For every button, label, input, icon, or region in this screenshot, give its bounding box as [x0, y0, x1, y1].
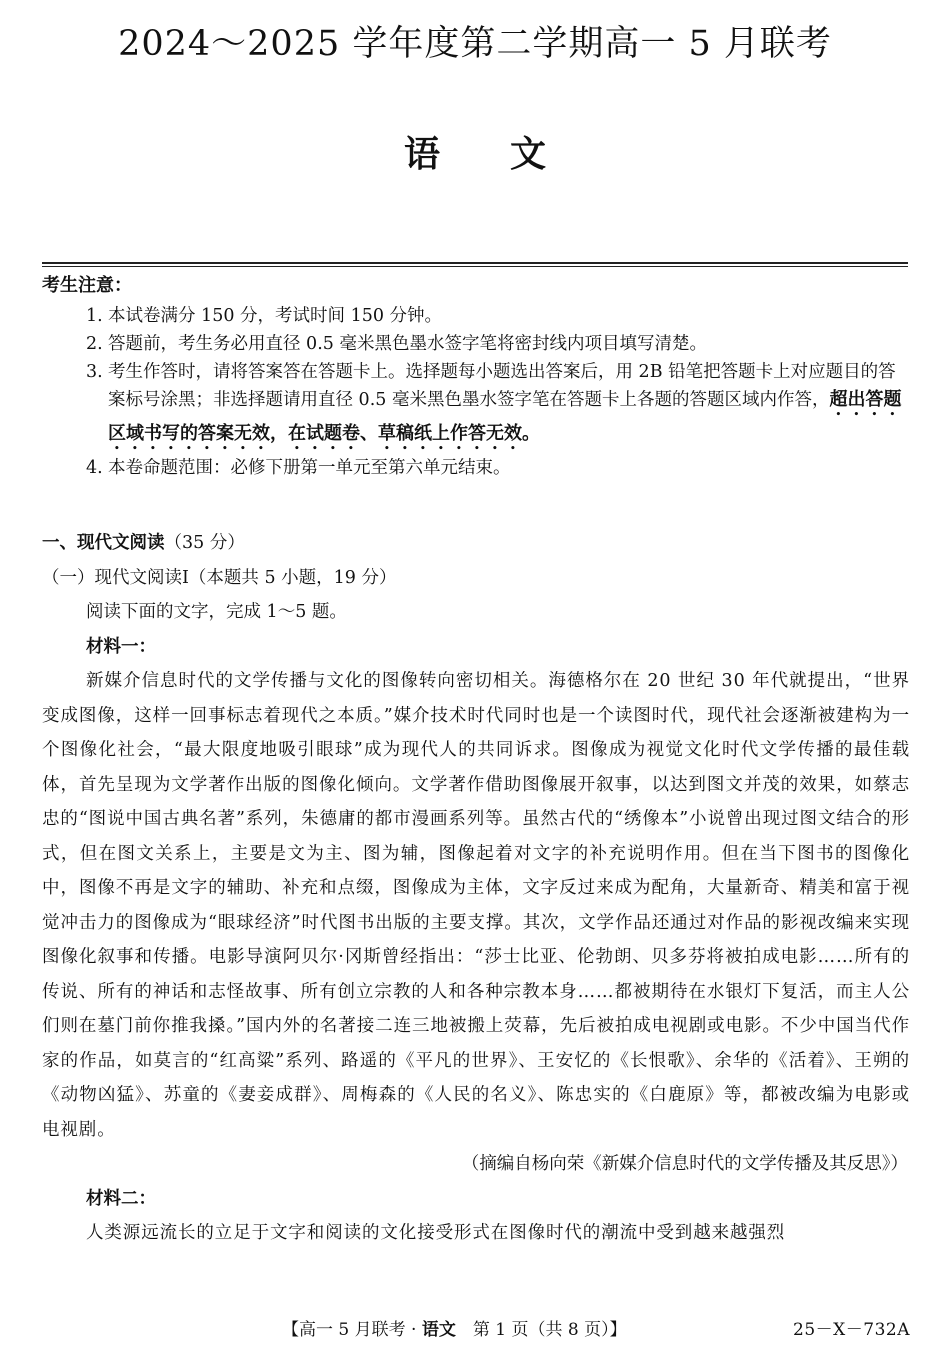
section-title: 一、现代文阅读（35 分）: [42, 533, 245, 553]
notice-item-1: 1. 本试卷满分 150 分，考试时间 150 分钟。: [86, 306, 443, 326]
notice-item-2: 2. 答题前，考生务必用直径 0.5 毫米黑色墨水签字笔将密封线内项目填写清楚。: [86, 334, 707, 354]
notice-item-4: 4. 本卷命题范围：必修下册第一单元至第六单元结束。: [86, 458, 511, 478]
divider-thin: [42, 266, 908, 267]
footer-page-info: 【高一 5 月联考 · 语文 第 1 页（共 8 页）】: [282, 1320, 627, 1340]
exam-title: 2024～2025 学年度第二学期高一 5 月联考: [118, 24, 832, 64]
material-1-label: 材料一：: [86, 636, 156, 657]
footer-code: 25－X－732A: [793, 1320, 910, 1340]
notice-title: 考生注意：: [42, 275, 132, 296]
reading-section: [42, 526, 910, 1251]
instruction: 阅读下面的文字，完成 1～5 题。: [86, 602, 347, 622]
divider-thick: [42, 262, 908, 264]
notice-item-3: 3. 考生作答时，请将答案答在答题卡上。选择题每小题选出答案后，用 2B 铅笔把答题卡上对应题目的答案标号涂黑；非选择题请用直径 0.5 毫米黑色墨水签字笔在答题卡上各题的答题区域内作答，超出答题区域书写的答案无效，在试题卷、草稿纸上作答无效。: [86, 362, 902, 444]
material-2-text: 人类源远流长的立足于文字和阅读的文化接受形式在图像时代的潮流中受到越来越强烈: [86, 1223, 786, 1243]
notice-emphasis: 超出答题区域书写的答案无效，在试题卷、草稿纸上作答无效。: [108, 389, 902, 444]
subsection-title: （一）现代文阅读Ⅰ（本题共 5 小题，19 分）: [42, 567, 397, 588]
page-footer: [0, 1315, 950, 1345]
notice-box: [42, 272, 912, 482]
material-2-label: 材料二：: [86, 1188, 156, 1209]
subject-title: 语文: [403, 133, 616, 175]
material-1-text: 新媒介信息时代的文学传播与文化的图像转向密切相关。海德格尔在 20 世纪 30 年代就提出，“世界变成图像，这样一回事标志着现代之本质。”媒介技术时代同时也是一个读图时代，现代社会逐渐被建构为一个图像化社会，“最大限度地吸引眼球”成为现代人的共同诉求。图像成为视觉文化时代文学传播的最佳载体，首先呈现为文学著作出版的图像化倾向。文学著作借助图像展开叙事，以达到图文并茂的效果，如蔡志忠的“图说中国古典名著”系列，朱德庸的都市漫画系列等。虽然古代的“绣像本”小说曾出现过图文结合的形式，但在图文关系上，主要是文为主、图为辅，图像起着对文字的补充说明作用。但在当下图书的图像化中，图像不再是文字的辅助、补充和点缀，图像成为主体，文字反过来成为配角，大量新奇、精美和富于视觉冲击力的图像成为“眼球经济”时代图书出版的主要支撑。其次，文学作品还通过对作品的影视改编来实现图像化叙事和传播。电影导演阿贝尔·冈斯曾经指出：“莎士比亚、伦勃朗、贝多芬将被拍成电影……所有的传说、所有的神话和志怪故事、所有创立宗教的人和各种宗教本身……都被期待在水银灯下复活，而主人公们则在墓门前你推我搡。”国内外的名著接二连三地被搬上荧幕，先后被拍成电视剧或电影。不少中国当代作家的作品，如莫言的“红高粱”系列、路遥的《平凡的世界》、王安忆的《长恨歌》、余华的《活着》、王朔的《动物凶猛》、苏童的《妻妾成群》、周梅森的《人民的名义》、陈忠实的《白鹿原》等，都被改编为电影或电视剧。: [42, 671, 910, 1140]
material-1-source: （摘编自杨向荣《新媒介信息时代的文学传播及其反思》）: [461, 1154, 908, 1174]
